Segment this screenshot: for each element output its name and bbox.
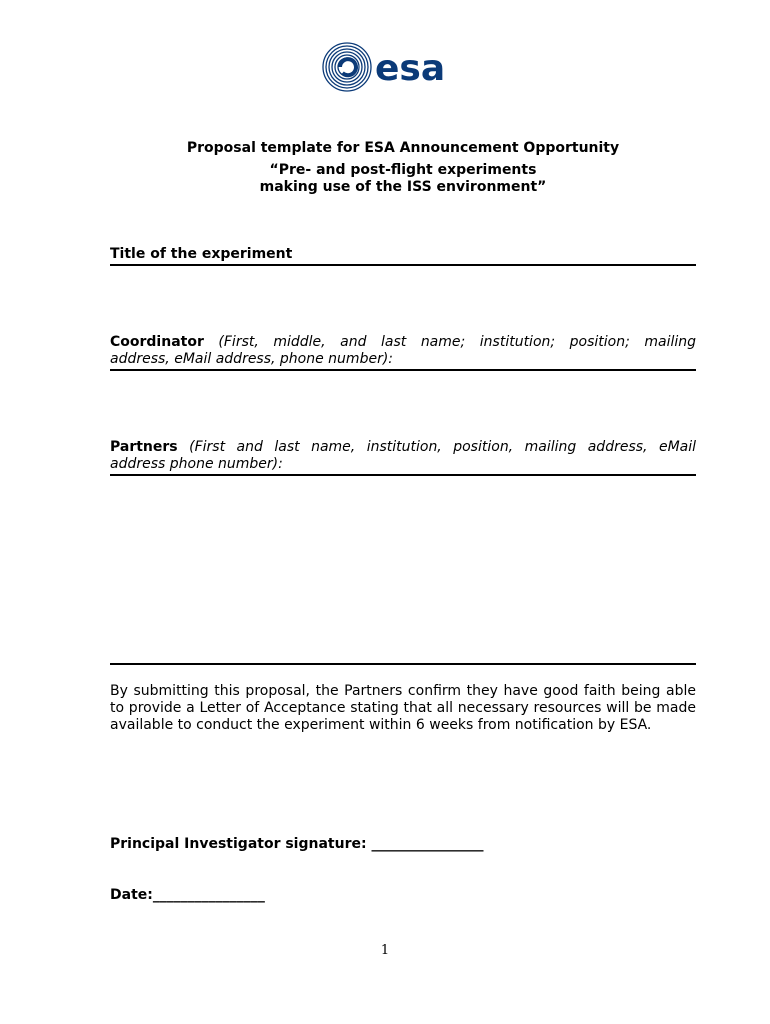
partners-confirmation-statement: By submitting this proposal, the Partners confirm they have good faith being able to provide a Letter of Acceptance stating that all necessary resources will be made available to conduct the experiment within 6 weeks from notification by ESA. [110,683,696,733]
partners-hint-line2: address phone number): [110,456,283,472]
experiment-title-field-rule[interactable] [110,264,696,266]
experiment-title-text: Title of the experiment [110,246,293,262]
partners-field-top-rule[interactable] [110,474,696,476]
partners-label-line1 [110,439,696,456]
coordinator-label: Coordinator [110,334,204,350]
coordinator-label-line2 [110,351,696,368]
experiment-title-label [110,246,696,263]
partners-label: Partners [110,439,178,455]
proposal-heading-line1: Proposal template for ESA Announcement Opportunity [186,140,620,156]
proposal-heading-line3: making use of the ISS environment” [259,179,547,195]
coordinator-hint-line2: address, eMail address, phone number): [110,351,394,367]
esa-logo [320,40,465,95]
date-line[interactable]: Date:________________ [110,887,265,903]
pi-signature-line[interactable]: Principal Investigator signature: ________________ [110,836,484,852]
proposal-heading-line2: “Pre- and post-flight experiments [269,162,537,178]
coordinator-field-rule[interactable] [110,369,696,371]
page-number: 1 [380,943,390,958]
coordinator-hint-line1: (First, middle, and last name; institution; position; mailing [218,334,696,350]
partners-hint-line1: (First and last name, institution, position, mailing address, eMail [189,439,697,455]
partners-field-bottom-rule [110,663,696,665]
coordinator-label-line1 [110,334,696,351]
partners-label-line2 [110,456,696,473]
esa-emblem-icon [323,43,371,91]
esa-logo-text: esa [375,48,446,89]
